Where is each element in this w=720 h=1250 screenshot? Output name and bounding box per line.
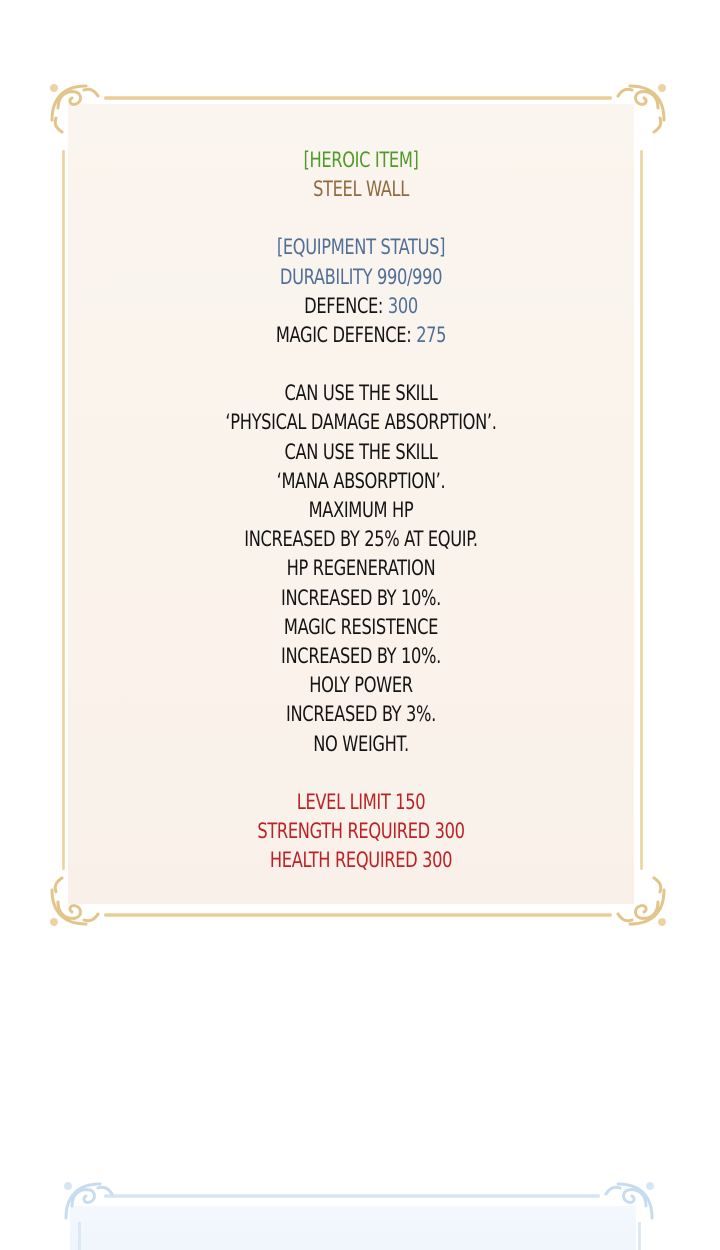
durability-stat: DURABILITY 990/990 xyxy=(279,264,443,289)
next-status-window xyxy=(70,1206,636,1250)
blue-ornament-top-left-icon xyxy=(58,1176,118,1236)
requirement-line: HEALTH REQUIRED 300 xyxy=(269,848,453,873)
ornament-top-left-icon xyxy=(44,78,104,138)
effect-line: INCREASED BY 10%. xyxy=(281,644,441,669)
effect-line: MAXIMUM HP xyxy=(308,498,414,523)
item-name: STEEL WALL xyxy=(313,177,409,202)
defence-stat xyxy=(109,292,613,321)
item-description xyxy=(68,146,654,875)
effect-line: HP REGENERATION xyxy=(286,556,436,581)
effect-line: MAGIC RESISTENCE xyxy=(283,614,439,639)
ornament-bottom-left-icon xyxy=(44,872,104,932)
defence-value: 300 xyxy=(387,293,418,318)
effect-line: INCREASED BY 3%. xyxy=(286,702,436,727)
frame-left-line xyxy=(62,150,65,870)
magic-defence-label: MAGIC DEFENCE: xyxy=(275,323,412,348)
effect-line: ‘PHYSICAL DAMAGE ABSORPTION’. xyxy=(225,410,497,435)
ornament-bottom-right-icon xyxy=(612,872,672,932)
effect-line: CAN USE THE SKILL xyxy=(284,381,438,406)
ornament-top-right-icon xyxy=(612,78,672,138)
blue-frame-top-line xyxy=(104,1194,600,1198)
effect-line: CAN USE THE SKILL xyxy=(284,439,438,464)
effect-line: ‘MANA ABSORPTION’. xyxy=(276,468,446,493)
requirement-line: LEVEL LIMIT 150 xyxy=(296,789,426,814)
defence-label: DEFENCE: xyxy=(304,293,384,318)
frame-top-line xyxy=(104,96,612,100)
effect-line: INCREASED BY 10%. xyxy=(281,585,441,610)
frame-bottom-line xyxy=(104,913,612,917)
effect-line: HOLY POWER xyxy=(309,673,413,698)
item-grade: [HEROIC ITEM] xyxy=(303,148,419,172)
magic-defence-value: 275 xyxy=(416,323,447,348)
effect-line: INCREASED BY 25% AT EQUIP. xyxy=(244,527,478,552)
status-header: [EQUIPMENT STATUS] xyxy=(276,235,446,260)
effect-line: NO WEIGHT. xyxy=(313,731,409,756)
blue-ornament-top-right-icon xyxy=(600,1176,660,1236)
requirement-line: STRENGTH REQUIRED 300 xyxy=(257,819,465,844)
magic-defence-stat xyxy=(109,321,613,350)
